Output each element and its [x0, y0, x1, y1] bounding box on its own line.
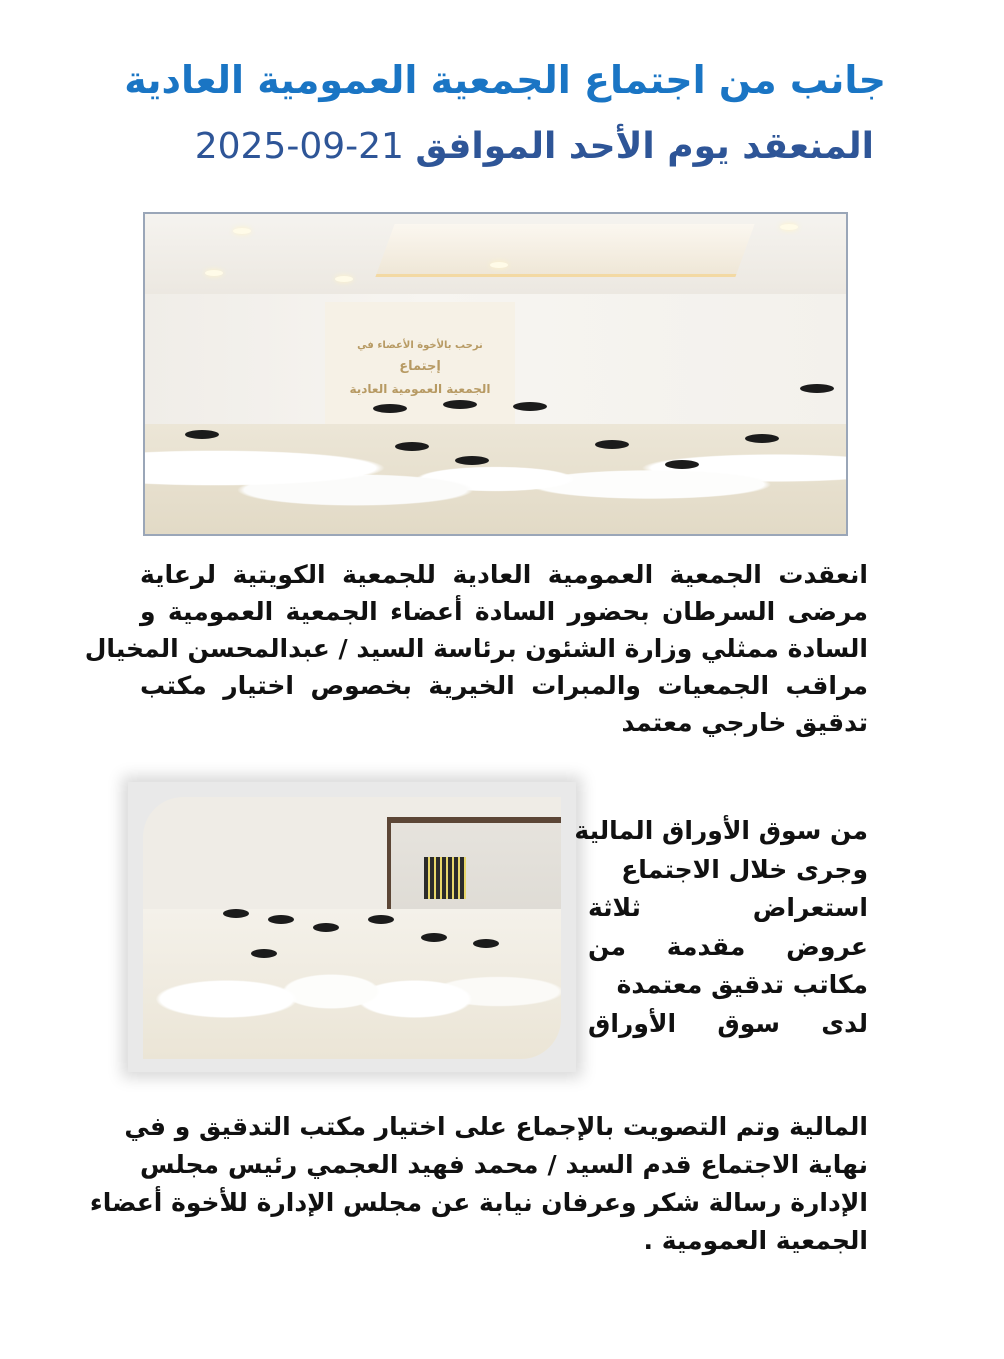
attendees-photo	[143, 797, 561, 1059]
meeting-hall-photo	[143, 212, 848, 536]
ceiling-cove-light	[375, 224, 754, 277]
agal-headband	[395, 442, 429, 451]
text-line: استعراض ثلاثة	[588, 893, 868, 922]
text-line: وجرى خلال الاجتماع	[621, 854, 868, 884]
screen-line-welcome: نرحب بالأخوة الأعضاء في	[357, 340, 483, 351]
text-line: الإدارة رسالة شكر وعرفان نيابة عن مجلس الإدارة للأخوة أعضاء	[89, 1188, 868, 1217]
agal-headband	[251, 949, 277, 958]
file-shelf	[424, 857, 466, 899]
agal-headband	[473, 939, 499, 948]
text-line: السادة ممثلي وزارة الشئون برئاسة السيد / عبدالمحسن المخيال	[84, 634, 868, 663]
ceiling-light	[780, 224, 798, 230]
text-line: عروض مقدمة من	[588, 931, 868, 961]
screen-line-meeting: إجتماع	[399, 359, 441, 374]
text-line: مكاتب تدقيق معتمدة	[616, 970, 868, 999]
agal-headband	[443, 400, 477, 409]
page-subtitle	[195, 126, 874, 167]
agal-headband	[373, 404, 407, 413]
ceiling-light	[490, 262, 508, 268]
agal-headband	[223, 909, 249, 918]
agal-headband	[368, 915, 394, 924]
agal-headband	[185, 430, 219, 439]
text-line: مراقب الجمعيات والمبرات الخيرية بخصوص اختيار مكتب	[140, 671, 868, 700]
seated-attendees	[145, 424, 846, 534]
seated-attendees	[143, 909, 561, 1059]
subtitle-text: المنعقد يوم الأحد الموافق	[415, 126, 874, 167]
text-line: لدى سوق الأوراق	[588, 1008, 868, 1038]
agal-headband	[745, 434, 779, 443]
projection-screen	[325, 302, 515, 438]
text-line: مرضى السرطان بحضور السادة أعضاء الجمعية العمومية و	[140, 597, 868, 626]
text-line: انعقدت الجمعية العمومية العادية للجمعية الكويتية لرعاية	[140, 560, 868, 589]
text-line: نهاية الاجتماع قدم السيد / محمد فهيد العجمي رئيس مجلس	[140, 1150, 868, 1179]
screen-line-assembly: الجمعية العمومية العادية	[349, 382, 491, 396]
paragraph-conclusion	[89, 1108, 868, 1260]
agal-headband	[421, 933, 447, 942]
text-line: من سوق الأوراق المالية	[574, 816, 868, 845]
meeting-date: 21-09-2025	[194, 126, 404, 167]
ceiling-light	[233, 228, 251, 234]
agal-headband	[800, 384, 834, 393]
agal-headband	[595, 440, 629, 449]
page-title: جانب من اجتماع الجمعية العمومية العادية	[124, 58, 886, 102]
ceiling-light	[335, 276, 353, 282]
agal-headband	[268, 915, 294, 924]
paragraph-beside-photo	[574, 812, 868, 1043]
agal-headband	[665, 460, 699, 469]
text-line: المالية وتم التصويت بالإجماع على اختيار مكتب التدقيق و في	[124, 1112, 868, 1141]
paragraph-intro	[84, 556, 868, 741]
text-line: الجمعية العمومية .	[643, 1226, 868, 1255]
text-line: تدقيق خارجي معتمد	[621, 708, 868, 737]
ceiling-light	[205, 270, 223, 276]
agal-headband	[455, 456, 489, 465]
agal-headband	[313, 923, 339, 932]
agal-headband	[513, 402, 547, 411]
